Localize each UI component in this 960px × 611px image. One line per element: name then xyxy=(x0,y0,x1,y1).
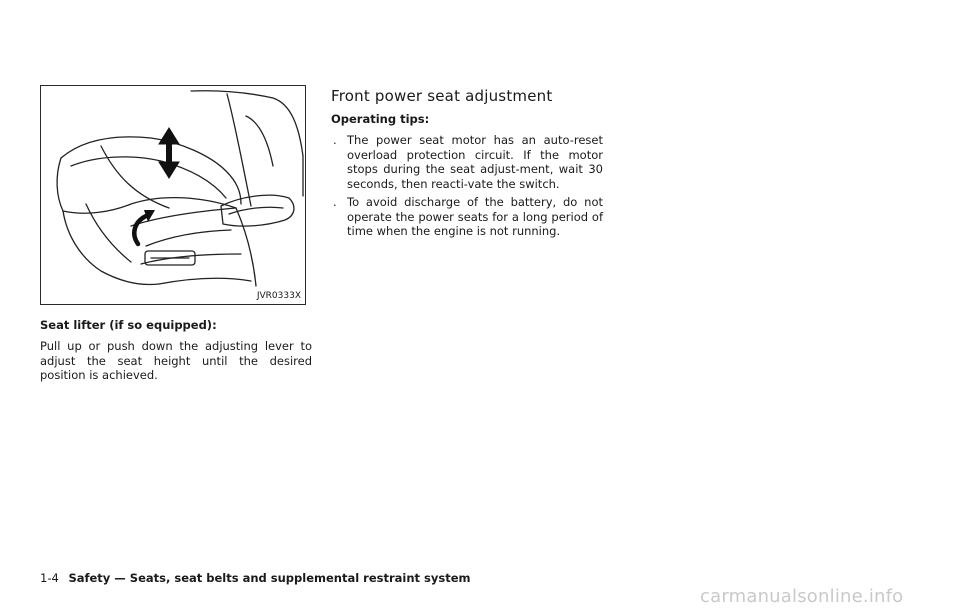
seat-lifter-figure xyxy=(40,85,306,305)
bullet-marker: . xyxy=(333,133,337,147)
bullet-marker: . xyxy=(333,195,337,209)
figure-code: JVR0333X xyxy=(256,291,301,301)
tip-text: To avoid discharge of the battery, do not operate the power seats for a long period of time when the engine is not running. xyxy=(347,195,603,238)
seat-lifter-heading: Seat lifter (if so equipped): xyxy=(40,318,217,332)
tip-text: The power seat motor has an auto-reset overload protection circuit. If the motor stops during the seat adjust-ment, wait 30 seconds, then reacti-vate the switch. xyxy=(347,133,603,191)
rotate-arrow-icon xyxy=(134,216,146,244)
chapter-title: Safety — Seats, seat belts and supplemental restraint system xyxy=(68,571,471,585)
list-item xyxy=(331,133,603,191)
tips-list xyxy=(331,133,603,239)
watermark: carmanualsonline.info xyxy=(700,586,904,607)
page-footer xyxy=(40,571,471,585)
right-column xyxy=(331,86,603,243)
seat-illustration xyxy=(41,86,306,305)
up-down-arrow-icon xyxy=(159,128,179,178)
seatback-outline xyxy=(191,91,303,196)
list-item xyxy=(331,195,603,239)
seat-lifter-text: Pull up or push down the adjusting lever to adjust the seat height until the desired position is achieved. xyxy=(40,339,312,382)
page-number: 1-4 xyxy=(40,571,59,585)
operating-tips-heading: Operating tips: xyxy=(331,112,430,126)
left-column xyxy=(40,318,312,383)
section-title: Front power seat adjustment xyxy=(331,87,553,105)
